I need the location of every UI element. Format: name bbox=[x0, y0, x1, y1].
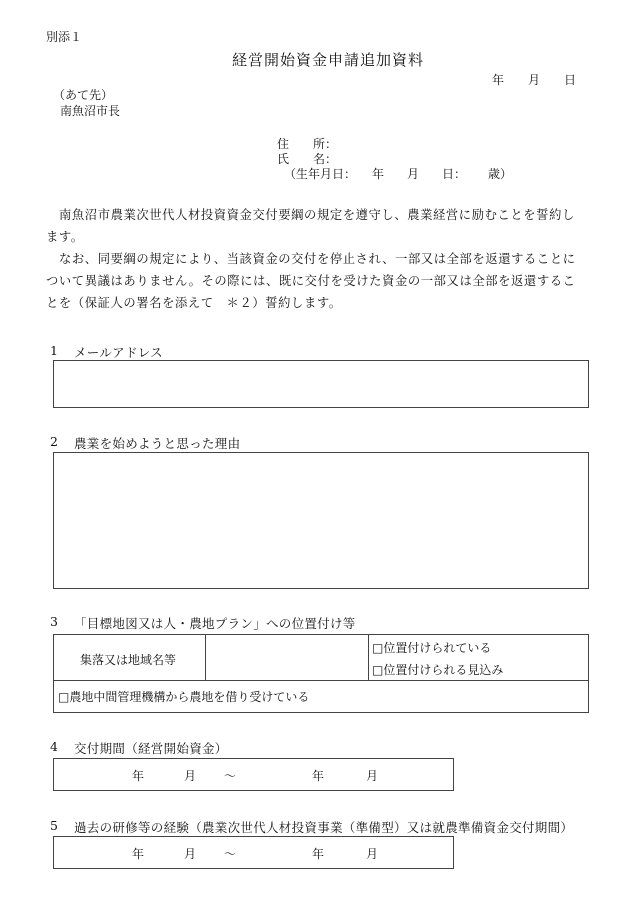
addressee-label: （あて先） bbox=[53, 88, 114, 102]
address-label: 住 所： bbox=[277, 137, 338, 151]
section-5-title: 過去の研修等の経験（農業次世代人材投資事業（準備型）又は就農準備資金交付期間） bbox=[74, 820, 574, 835]
reason-textarea[interactable] bbox=[53, 452, 589, 589]
section-1-number: 1 bbox=[50, 343, 59, 358]
birth-month: 月 bbox=[407, 167, 420, 181]
pledge-paragraph-1 bbox=[46, 204, 586, 248]
pledge-line: なお、同要綱の規定により、当該資金の交付を停止され、一部又は全部を返還することに bbox=[59, 252, 576, 266]
to-month: 月 bbox=[366, 769, 379, 783]
area-input[interactable] bbox=[206, 635, 368, 680]
period-tilde: ～ bbox=[224, 847, 237, 861]
date-day: 日 bbox=[564, 73, 577, 87]
pledge-line: とを（保証人の署名を添えて ＊２）誓約します。 bbox=[46, 296, 342, 310]
table-divider bbox=[54, 680, 588, 681]
addressee: 南魚沼市長 bbox=[60, 104, 121, 118]
section-2-number: 2 bbox=[50, 434, 59, 449]
from-year: 年 bbox=[132, 769, 145, 783]
birth-label: （生年月日： bbox=[284, 167, 357, 181]
document-title: 経営開始資金申請追加資料 bbox=[232, 51, 425, 69]
section-5-number: 5 bbox=[50, 818, 59, 833]
birth-day: 日： bbox=[442, 167, 467, 181]
age-label: 歳） bbox=[488, 167, 513, 181]
pledge-line: 南魚沼市農業次世代人材投資資金交付要綱の規定を遵守し、農業経営に励むことを誓約し bbox=[59, 208, 575, 222]
pledge-line: ます。 bbox=[46, 230, 84, 244]
from-month: 月 bbox=[184, 769, 197, 783]
period-tilde: ～ bbox=[224, 769, 237, 783]
plan-position-table bbox=[53, 634, 589, 713]
section-4-number: 4 bbox=[50, 739, 59, 754]
from-month: 月 bbox=[184, 847, 197, 861]
email-field[interactable] bbox=[53, 360, 589, 408]
date-month: 月 bbox=[528, 73, 541, 87]
birth-year: 年 bbox=[372, 167, 385, 181]
grant-period-field[interactable] bbox=[53, 758, 454, 791]
to-month: 月 bbox=[366, 847, 379, 861]
to-year: 年 bbox=[312, 847, 325, 861]
section-3-title: 「目標地図又は人・農地プラン」への位置付け等 bbox=[74, 616, 356, 631]
option-farmland-bank-checkbox[interactable]: □農地中間管理機構から農地を借り受けている bbox=[58, 690, 310, 704]
area-label: 集落又は地域名等 bbox=[80, 653, 177, 667]
to-year: 年 bbox=[312, 769, 325, 783]
attachment-label: 別添１ bbox=[46, 30, 83, 44]
date-year: 年 bbox=[492, 73, 505, 87]
section-4-title: 交付期間（経営開始資金） bbox=[74, 741, 228, 756]
table-divider bbox=[368, 635, 369, 680]
section-3-number: 3 bbox=[50, 614, 59, 629]
pledge-paragraph-2 bbox=[46, 248, 586, 314]
from-year: 年 bbox=[132, 847, 145, 861]
section-2-title: 農業を始めようと思った理由 bbox=[74, 436, 241, 451]
option-positioned-checkbox[interactable]: □位置付けられている bbox=[372, 641, 492, 655]
training-period-field[interactable] bbox=[53, 836, 454, 869]
pledge-line: ついて異議はありません。その際には、既に交付を受けた資金の一部又は全部を返還するこ bbox=[46, 274, 576, 288]
name-label: 氏 名： bbox=[277, 152, 338, 166]
option-expected-checkbox[interactable]: □位置付けられる見込み bbox=[372, 663, 504, 677]
section-1-title: メールアドレス bbox=[74, 345, 163, 360]
